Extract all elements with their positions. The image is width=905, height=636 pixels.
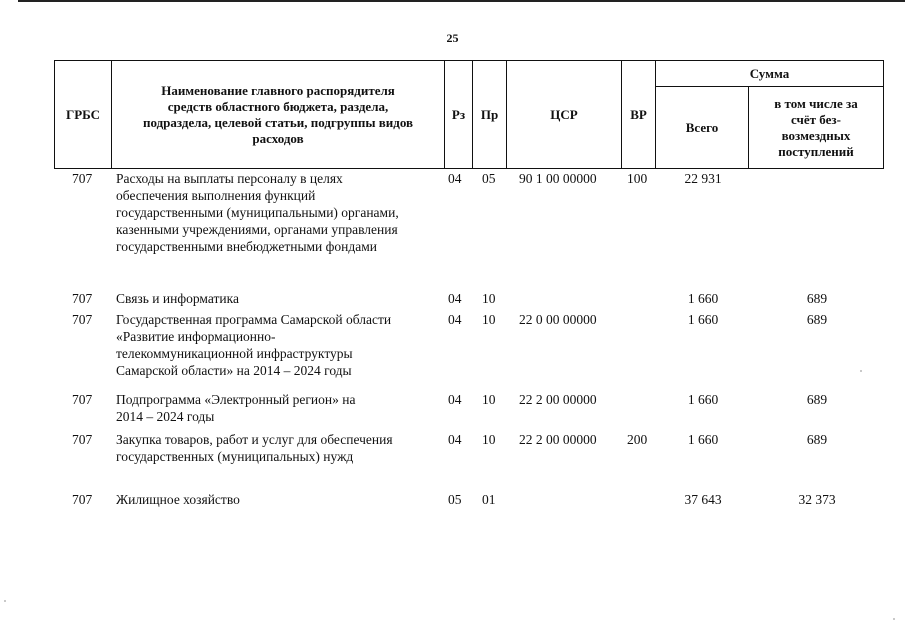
header-name: Наименование главного распорядителя средств областного бюджета, раздела, подраздела, целевой статьи, подгруппы видов расходов (142, 82, 414, 146)
vr-code: 200 (627, 432, 648, 447)
vr-code: 100 (627, 171, 648, 186)
item-name: Расходы на выплаты персоналу в целях обеспечения выполнения функций государственными (муниципальными) органами, казенными учреждениями, органами управления государственными внебюджетными фондами (116, 171, 399, 254)
scan-top-edge (18, 0, 905, 2)
item-name: Государственная программа Самарской области «Развитие информационно- телекоммуникационной инфраструктуры Самарской области» на 2014 – 2024 годы (116, 312, 392, 378)
rz-code: 04 (448, 392, 462, 407)
pr-code: 05 (482, 171, 496, 186)
grbs-code: 707 (72, 312, 93, 327)
amount-total: 1 660 (687, 312, 719, 327)
col-divider-right (883, 60, 884, 169)
amount-total: 37 643 (684, 492, 722, 507)
scan-speck (4, 600, 6, 602)
csr-code: 90 1 00 00000 (519, 171, 597, 186)
grbs-code: 707 (72, 291, 93, 306)
pr-code: 01 (482, 492, 496, 507)
grbs-code: 707 (72, 392, 93, 407)
scan-speck (860, 370, 862, 372)
item-name: Закупка товаров, работ и услуг для обеспечения государственных (муниципальных) нужд (116, 432, 393, 464)
amount-total: 1 660 (687, 432, 719, 447)
csr-code: 22 2 00 00000 (519, 432, 597, 447)
amount-free-receipts: 32 373 (798, 492, 836, 507)
pr-code: 10 (482, 432, 496, 447)
grbs-code: 707 (72, 492, 93, 507)
pr-code: 10 (482, 312, 496, 327)
header-grbs: ГРБС (65, 106, 101, 122)
amount-total: 1 660 (687, 291, 719, 306)
amount-free-receipts: 689 (806, 392, 828, 407)
pr-code: 10 (482, 291, 496, 306)
pr-code: 10 (482, 392, 496, 407)
grbs-code: 707 (72, 432, 93, 447)
header-vr: ВР (630, 106, 647, 122)
amount-total: 22 931 (684, 171, 722, 186)
amount-free-receipts: 689 (806, 291, 828, 306)
rz-code: 04 (448, 312, 462, 327)
header-sum: Сумма (749, 65, 790, 81)
csr-code: 22 0 00 00000 (519, 312, 597, 327)
amount-free-receipts: 689 (806, 432, 828, 447)
amount-free-receipts: 689 (806, 312, 828, 327)
item-name: Подпрограмма «Электронный регион» на 2014 – 2024 годы (116, 392, 356, 424)
grbs-code: 707 (72, 171, 93, 186)
header-total: Всего (685, 119, 719, 135)
rz-code: 04 (448, 432, 462, 447)
item-name: Жилищное хозяйство (116, 492, 240, 507)
header-bottom-border (54, 168, 884, 169)
rz-code: 05 (448, 492, 462, 507)
csr-code: 22 2 00 00000 (519, 392, 597, 407)
item-name: Связь и информатика (116, 291, 239, 306)
header-csr: ЦСР (550, 106, 578, 122)
page-number: 25 (446, 31, 459, 45)
header-rz: Рз (451, 106, 466, 122)
header-free-receipts: в том числе за счёт без- возмездных поступлений (774, 95, 858, 159)
rz-code: 04 (448, 291, 462, 306)
header-pr: Пр (480, 106, 499, 122)
amount-total: 1 660 (687, 392, 719, 407)
scan-speck (893, 618, 895, 620)
rz-code: 04 (448, 171, 462, 186)
